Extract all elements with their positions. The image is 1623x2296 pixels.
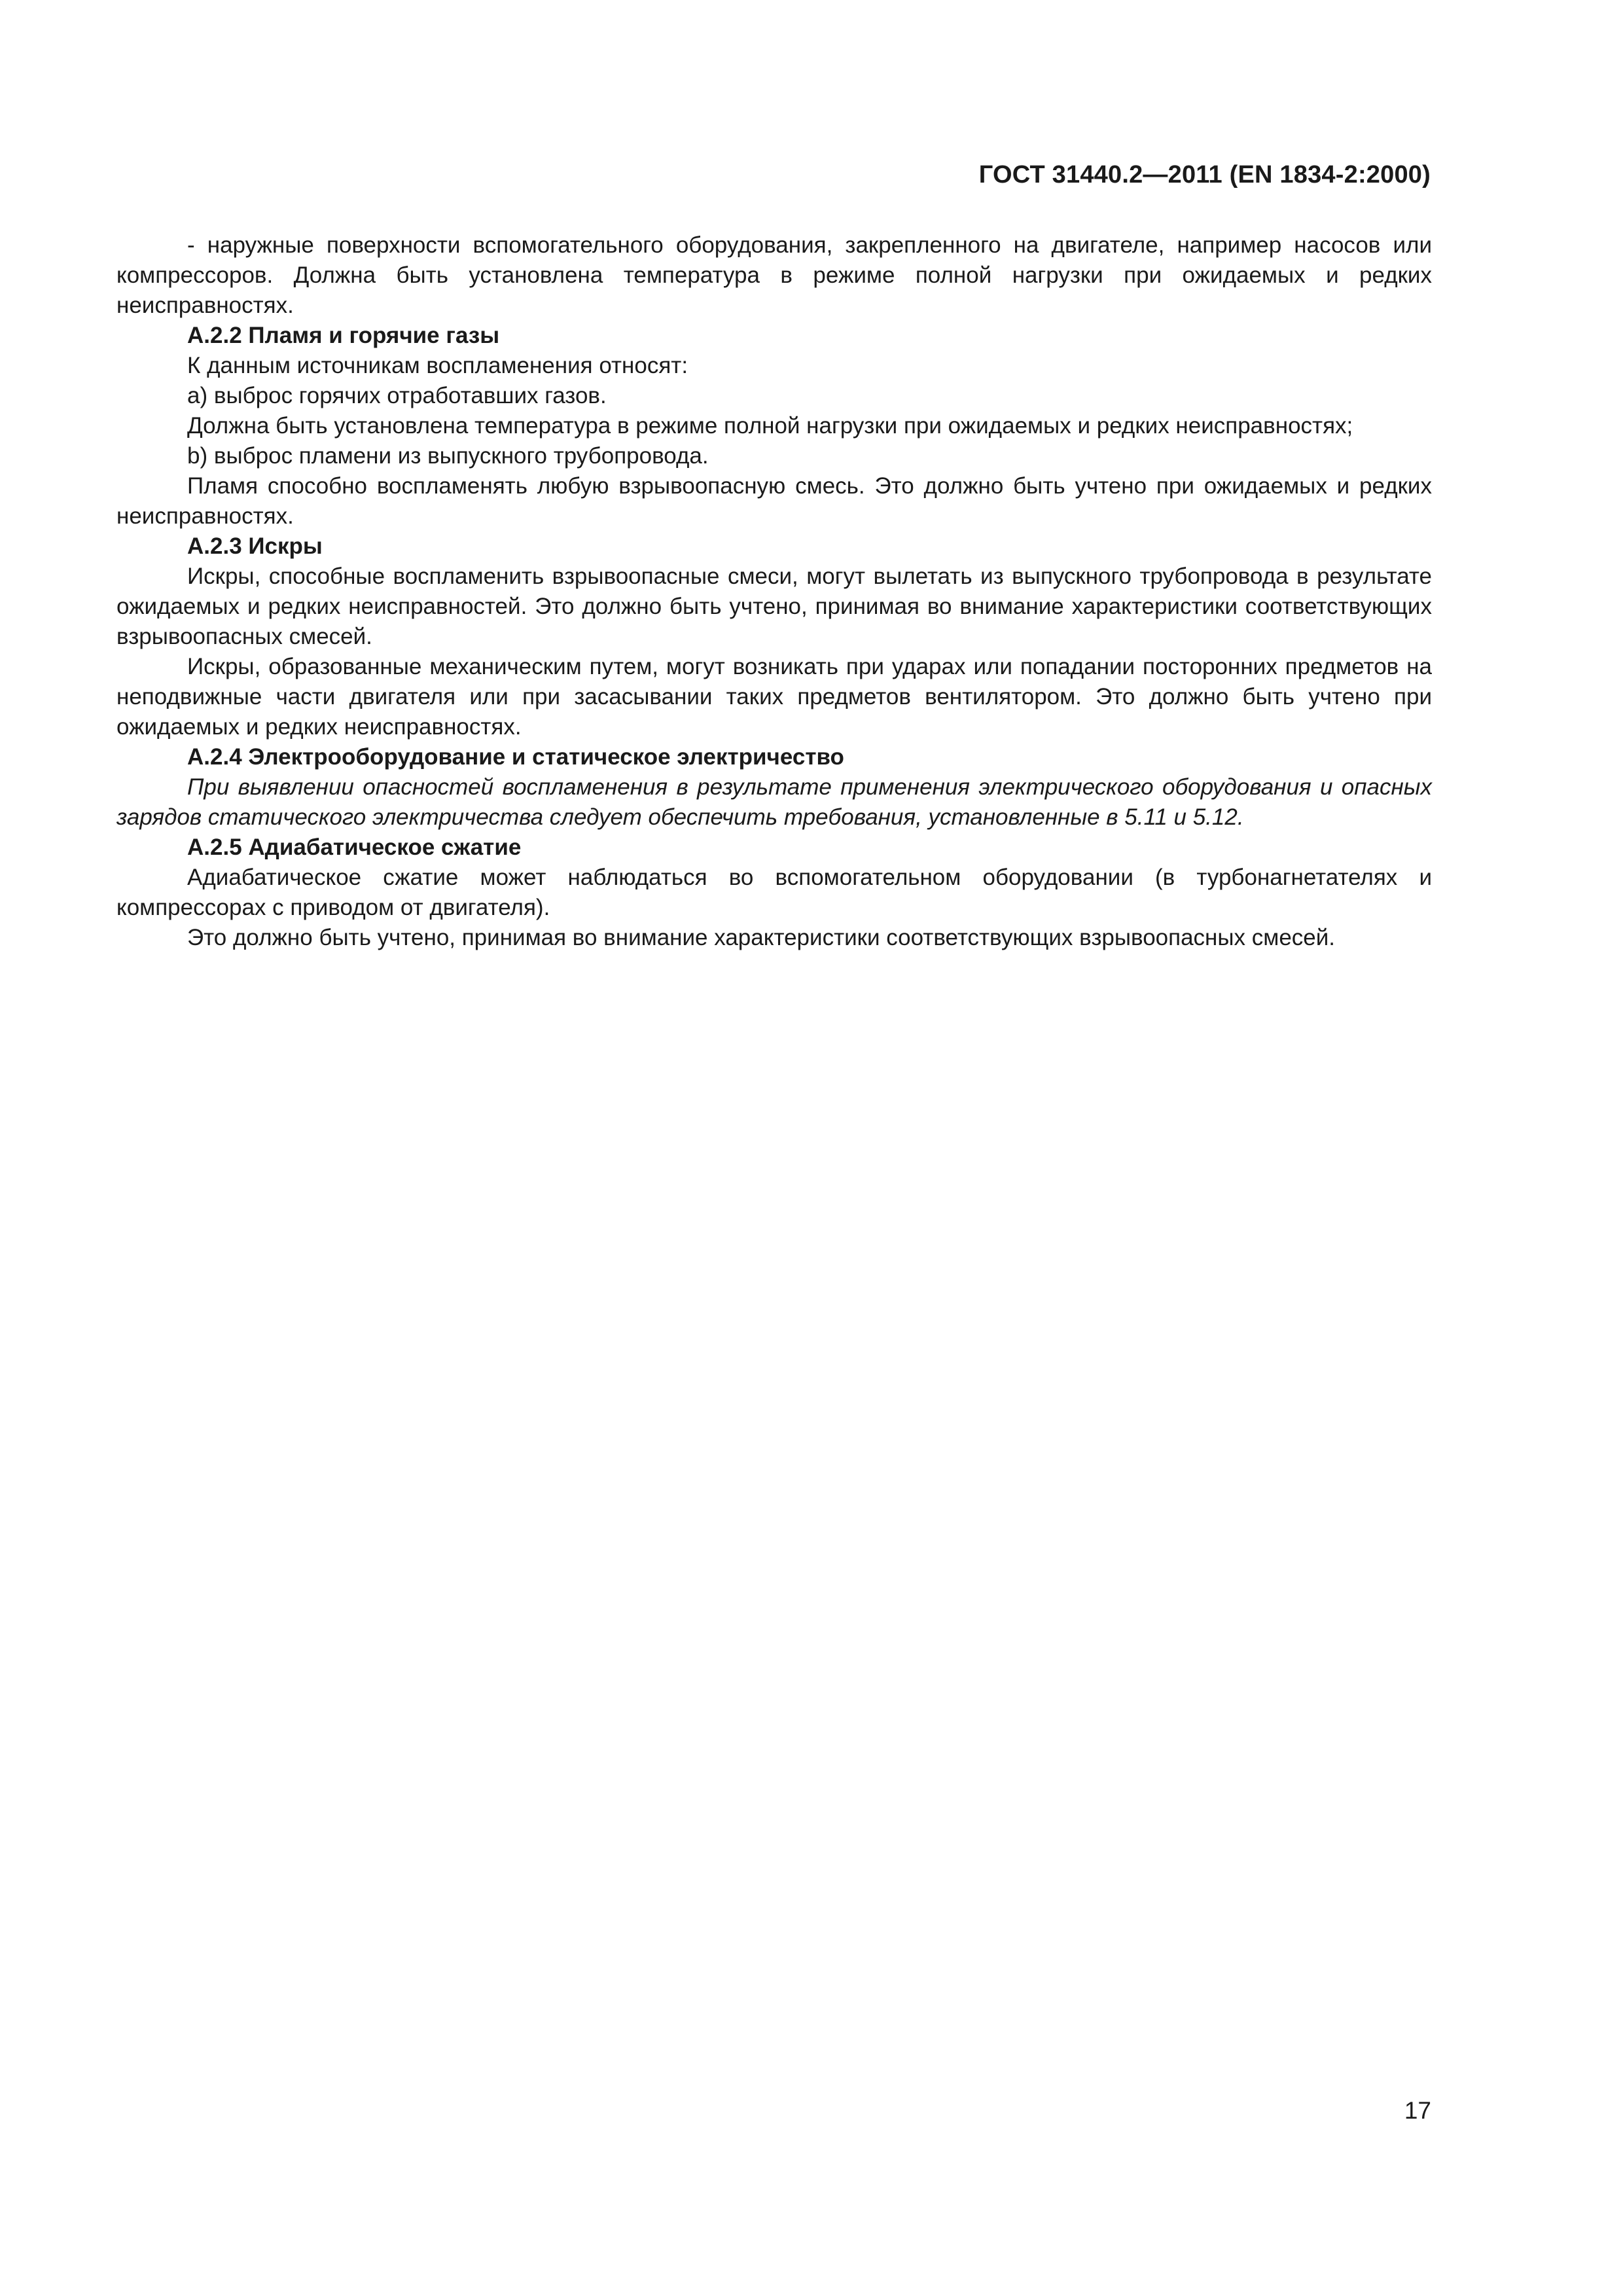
- list-item-a22-a: a) выброс горячих отработавших газов.: [187, 383, 607, 408]
- paragraph-a23-mechanical-sparks: Искры, образованные механическим путем, могут возникать при ударах или попадании посторонних предметов на неподвижные части двигателя или при засасывании таких предметов вентилятором. Это должно быть учтено при ожидаемых и редких неисправностях.: [116, 654, 1432, 740]
- document-number: ГОСТ 31440.2—2011 (EN 1834-2:2000): [978, 161, 1431, 188]
- paragraph-a22-a-note: Должна быть установлена температура в режиме полной нагрузки при ожидаемых и редких неисправностях;: [187, 413, 1353, 439]
- paragraph-auxiliary-surfaces: - наружные поверхности вспомогательного оборудования, закрепленного на двигателе, например насосов или компрессоров. Должна быть установлена температура в режиме полной нагрузки при ожидаемых и редких неисправностях.: [116, 232, 1432, 318]
- section-heading-a23: А.2.3 Искры: [187, 533, 323, 559]
- paragraph-a24-electrical: При выявлении опасностей воспламенения в результате применения электрического оборудования и опасных зарядов статического электричества следует обеспечить требования, установленные в 5.11 и 5.12.: [116, 774, 1432, 830]
- paragraph-a23-exhaust-sparks: Искры, способные воспламенить взрывоопасные смеси, могут вылетать из выпускного трубопровода в результате ожидаемых и редких неисправностей. Это должно быть учтено, принимая во внимание характеристики соответствующих взрывоопасных смесей.: [116, 564, 1432, 649]
- paragraph-a25-compression: Адиабатическое сжатие может наблюдаться во вспомогательном оборудовании (в турбонагнетателях и компрессорах с приводом от двигателя).: [116, 865, 1432, 920]
- page-number: 17: [1404, 2097, 1431, 2124]
- paragraph-a22-flame-note: Пламя способно воспламенять любую взрывоопасную смесь. Это должно быть учтено при ожидаемых и редких неисправностях.: [116, 473, 1432, 529]
- section-heading-a24: А.2.4 Электрооборудование и статическое электричество: [187, 744, 844, 770]
- list-item-a22-b: b) выброс пламени из выпускного трубопровода.: [187, 443, 709, 469]
- document-body: [116, 230, 1432, 953]
- paragraph-a25-note: Это должно быть учтено, принимая во внимание характеристики соответствующих взрывоопасных смесей.: [187, 925, 1336, 950]
- section-heading-a25: А.2.5 Адиабатическое сжатие: [187, 834, 522, 860]
- paragraph-a22-intro: К данным источникам воспламенения относят:: [187, 353, 688, 378]
- section-heading-a22: А.2.2 Пламя и горячие газы: [187, 323, 500, 348]
